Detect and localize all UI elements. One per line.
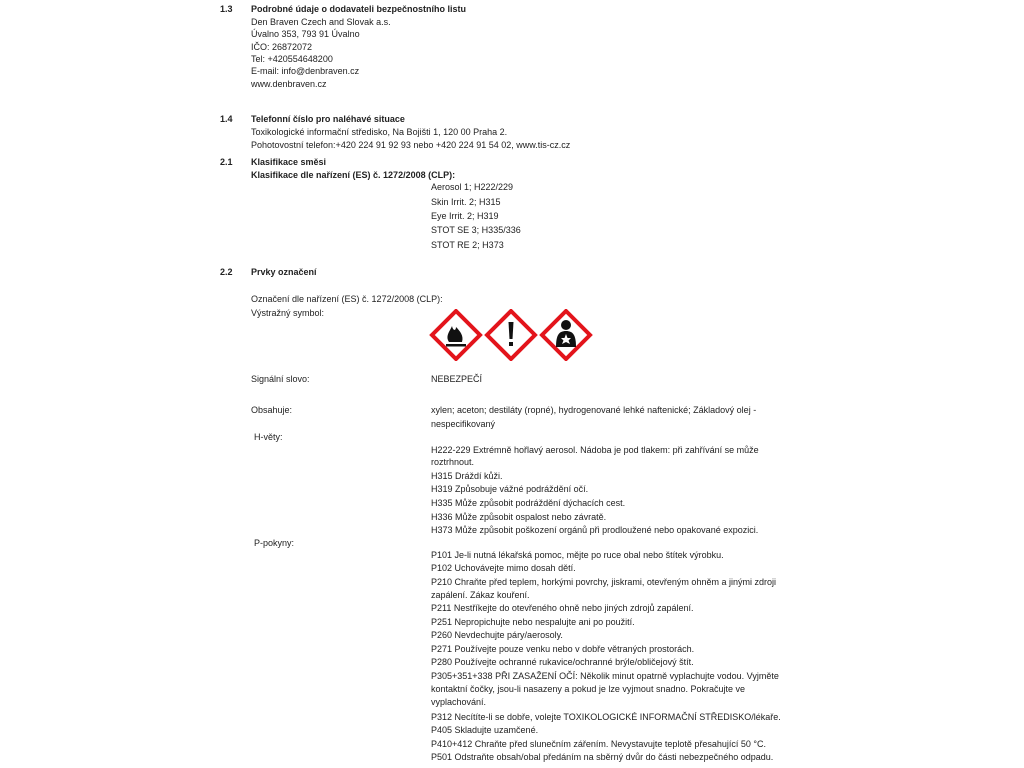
section-number: 1.3 [220,4,233,14]
p-statement: P101 Je-li nutná lékařská pomoc, mějte po ruce obal nebo štítek výrobku. [431,550,724,560]
classification-item: STOT SE 3; H335/336 [431,225,521,235]
section-title: Prvky označení [251,267,317,277]
flame-icon [432,311,480,359]
supplier-line: IČO: 26872072 [251,42,313,52]
h-statement: H315 Dráždí kůži. [431,471,503,481]
h-statement: H222-229 Extrémně hořlavý aerosol. Nádoba je pod tlakem: při zahřívání se může [431,445,759,455]
classification-item: Skin Irrit. 2; H315 [431,197,501,207]
hazard-pictograms [429,309,593,361]
section-title: Klasifikace směsi [251,157,327,167]
section-subtitle: Klasifikace dle nařízení (ES) č. 1272/2008 (CLP): [251,170,456,180]
emergency-line: Pohotovostní telefon:+420 224 91 92 93 nebo +420 224 91 54 02, www.tis-cz.cz [251,140,571,150]
regulation-label: Označení dle nařízení (ES) č. 1272/2008 (CLP): [251,294,443,304]
section-title: Podrobné údaje o dodavateli bezpečnostního listu [251,4,467,14]
health-hazard-icon [542,311,590,359]
supplier-line: www.denbraven.cz [251,79,327,89]
p-statement: P410+412 Chraňte před slunečním zářením. Nevystavujte teplotě přesahující 50 °C. [431,739,767,749]
h-statement: H373 Může způsobit poškození orgánů při prodloužené nebo opakované expozici. [431,525,759,535]
p-statement: P260 Nevdechujte páry/aerosoly. [431,630,563,640]
symbol-label: Výstražný symbol: [251,308,325,318]
signal-word-value: NEBEZPEČÍ [431,374,483,384]
classification-item: STOT RE 2; H373 [431,240,504,250]
h-statement: roztrhnout. [431,457,475,467]
section-number: 2.2 [220,267,233,277]
p-statement: kontaktní čočky, jsou-li nasazeny a pokud je lze vyjmout snadno. Pokračujte ve [431,684,745,694]
signal-word-label: Signální slovo: [251,374,310,384]
supplier-line: Úvalno 353, 793 91 Úvalno [251,29,360,39]
p-statement: P271 Používejte pouze venku nebo v dobře větraných prostorách. [431,644,695,654]
p-statement: P501 Odstraňte obsah/obal předáním na sběrný dvůr do části nebezpečného odpadu. [431,752,774,762]
h-statement: H336 Může způsobit ospalost nebo závratě. [431,512,607,522]
section-number: 2.1 [220,157,233,167]
contains-line: nespecifikovaný [431,419,496,429]
p-statement: P312 Necítíte-li se dobře, volejte TOXIKOLOGICKÉ INFORMAČNÍ STŘEDISKO/lékaře. [431,712,781,722]
h-statements-label: H-věty: [254,432,283,442]
classification-item: Eye Irrit. 2; H319 [431,211,499,221]
p-statement: P251 Nepropichujte nebo nespalujte ani po použití. [431,617,635,627]
p-statements-label: P-pokyny: [254,538,295,548]
supplier-line: Den Braven Czech and Slovak a.s. [251,17,391,27]
contains-line: xylen; aceton; destiláty (ropné), hydrogenované lehké naftenické; Základový olej - [431,405,757,415]
contains-label: Obsahuje: [251,405,293,415]
section-title: Telefonní číslo pro naléhavé situace [251,114,405,124]
p-statement: P405 Skladujte uzamčené. [431,725,539,735]
supplier-line: Tel: +420554648200 [251,54,333,64]
p-statement: P211 Nestříkejte do otevřeného ohně nebo jiných zdrojů zapálení. [431,603,694,613]
section-number: 1.4 [220,114,233,124]
p-statement: vyplachování. [431,697,487,707]
h-statement: H319 Způsobuje vážné podráždění očí. [431,484,589,494]
exclamation-icon [487,311,535,359]
p-statement: P305+351+338 PŘI ZASAŽENÍ OČÍ: Několik minut opatrně vyplachujte vodou. Vyjměte [431,671,779,681]
p-statement: zapálení. Zákaz kouření. [431,590,530,600]
p-statement: P102 Uchovávejte mimo dosah dětí. [431,563,576,573]
p-statement: P210 Chraňte před teplem, horkými povrchy, jiskrami, otevřeným ohněm a jinými zdroji [431,577,776,587]
supplier-line: E-mail: info@denbraven.cz [251,66,360,76]
classification-item: Aerosol 1; H222/229 [431,182,514,192]
emergency-line: Toxikologické informační středisko, Na Bojišti 1, 120 00 Praha 2. [251,127,508,137]
p-statement: P280 Používejte ochranné rukavice/ochranné brýle/obličejový štít. [431,657,694,667]
h-statement: H335 Může způsobit podráždění dýchacích cest. [431,498,626,508]
